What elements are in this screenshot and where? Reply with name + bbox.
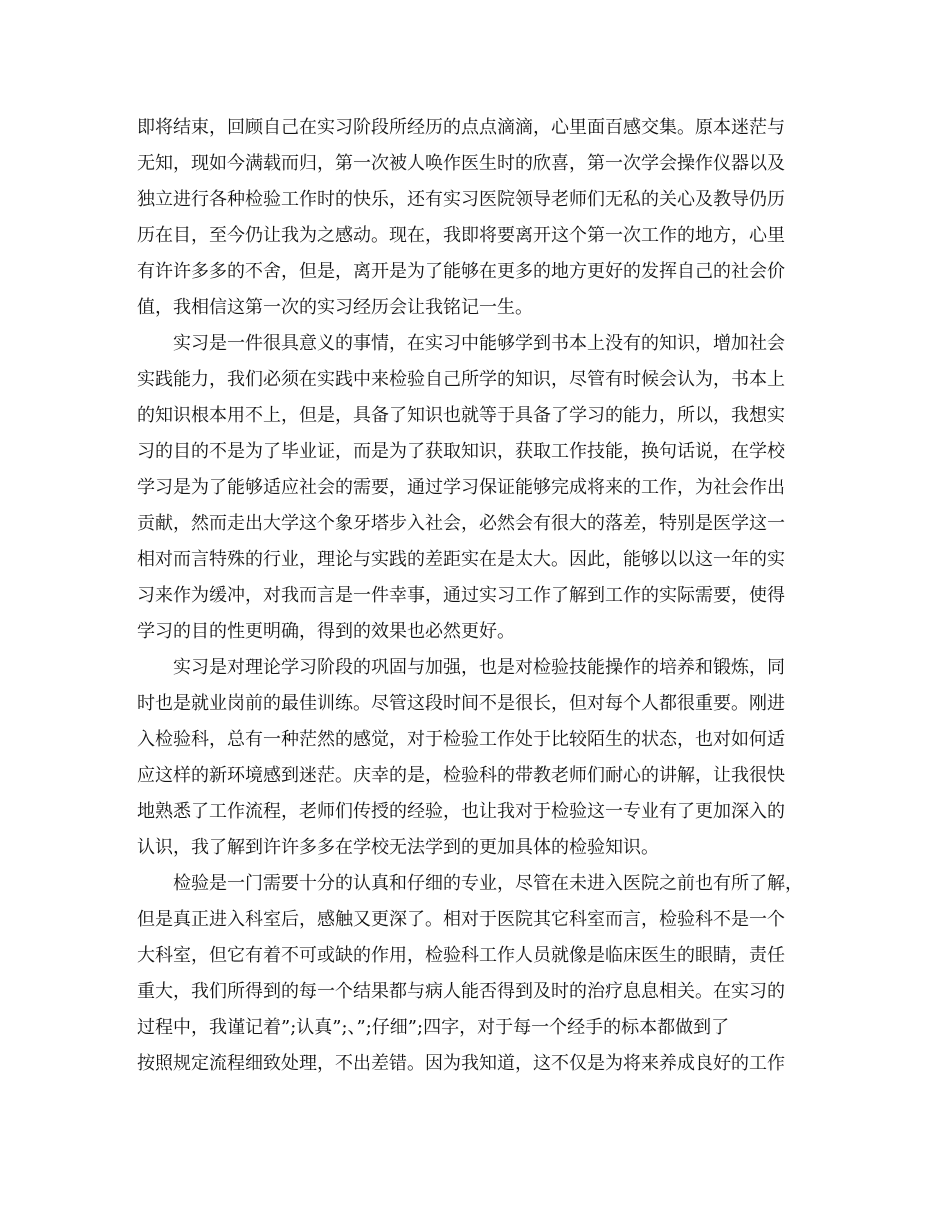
text-line: 认识，我了解到许许多多在学校无法学到的更加具体的检验知识。 <box>137 837 659 858</box>
text-line: 实习是对理论学习阶段的巩固与加强，也是对检验技能操作的培养和锻炼，同 <box>173 657 785 678</box>
text-line: 独立进行各种检验工作时的快乐，还有实习医院领导老师们无私的关心及教导仍历 <box>137 189 785 210</box>
text-line: 应这样的新环境感到迷茫。庆幸的是，检验科的带教老师们耐心的讲解，让我很快 <box>137 765 785 786</box>
text-line: 相对而言特殊的行业，理论与实践的差距实在是太大。因此，能够以以这一年的实 <box>137 549 785 570</box>
text-line: 有许许多多的不舍，但是，离开是为了能够在更多的地方更好的发挥自己的社会价 <box>137 261 785 282</box>
text-line: 检验是一门需要十分的认真和仔细的专业，尽管在未进入医院之前也有所了解， <box>173 873 803 894</box>
text-line: 学习是为了能够适应社会的需要，通过学习保证能够完成将来的工作，为社会作出 <box>137 477 785 498</box>
text-line: 实习是一件很具意义的事情，在实习中能够学到书本上没有的知识，增加社会 <box>173 333 785 354</box>
text-line: 按照规定流程细致处理，不出差错。因为我知道，这不仅是为将来养成良好的工作 <box>137 1053 785 1074</box>
text-line: 值，我相信这第一次的实习经历会让我铭记一生。 <box>137 297 533 318</box>
text-line: 实践能力，我们必须在实践中来检验自己所学的知识，尽管有时候会认为，书本上 <box>137 369 785 390</box>
text-line: 大科室，但它有着不可或缺的作用，检验科工作人员就像是临床医生的眼睛，责任 <box>137 945 785 966</box>
document-body <box>137 110 817 1082</box>
text-line: 无知，现如今满载而归，第一次被人唤作医生时的欣喜，第一次学会操作仪器以及 <box>137 153 785 174</box>
text-line: 的知识根本用不上，但是，具备了知识也就等于具备了学习的能力，所以，我想实 <box>137 405 785 426</box>
text-line: 习的目的不是为了毕业证，而是为了获取知识，获取工作技能，换句话说，在学校 <box>137 441 785 462</box>
text-line: 贡献，然而走出大学这个象牙塔步入社会，必然会有很大的落差，特别是医学这一 <box>137 513 785 534</box>
text-line: 重大，我们所得到的每一个结果都与病人能否得到及时的治疗息息相关。在实习的 <box>137 981 785 1002</box>
text-line: 但是真正进入科室后，感触又更深了。相对于医院其它科室而言，检验科不是一个 <box>137 909 785 930</box>
text-line: 时也是就业岗前的最佳训练。尽管这段时间不是很长，但对每个人都很重要。刚进 <box>137 693 785 714</box>
text-line: 过程中，我谨记着”;认真”;、”;仔细”;四字，对于每一个经手的标本都做到了 <box>137 1017 730 1038</box>
text-line: 习来作为缓冲，对我而言是一件幸事，通过实习工作了解到工作的实际需要，使得 <box>137 585 785 606</box>
text-line: 地熟悉了工作流程，老师们传授的经验，也让我对于检验这一专业有了更加深入的 <box>137 801 785 822</box>
text-line: 入检验科，总有一种茫然的感觉，对于检验工作处于比较陌生的状态，也对如何适 <box>137 729 785 750</box>
text-line: 学习的目的性更明确，得到的效果也必然更好。 <box>137 621 515 642</box>
text-line: 历在目，至今仍让我为之感动。现在，我即将要离开这个第一次工作的地方，心里 <box>137 225 785 246</box>
text-line: 即将结束，回顾自己在实习阶段所经历的点点滴滴，心里面百感交集。原本迷茫与 <box>137 117 785 138</box>
